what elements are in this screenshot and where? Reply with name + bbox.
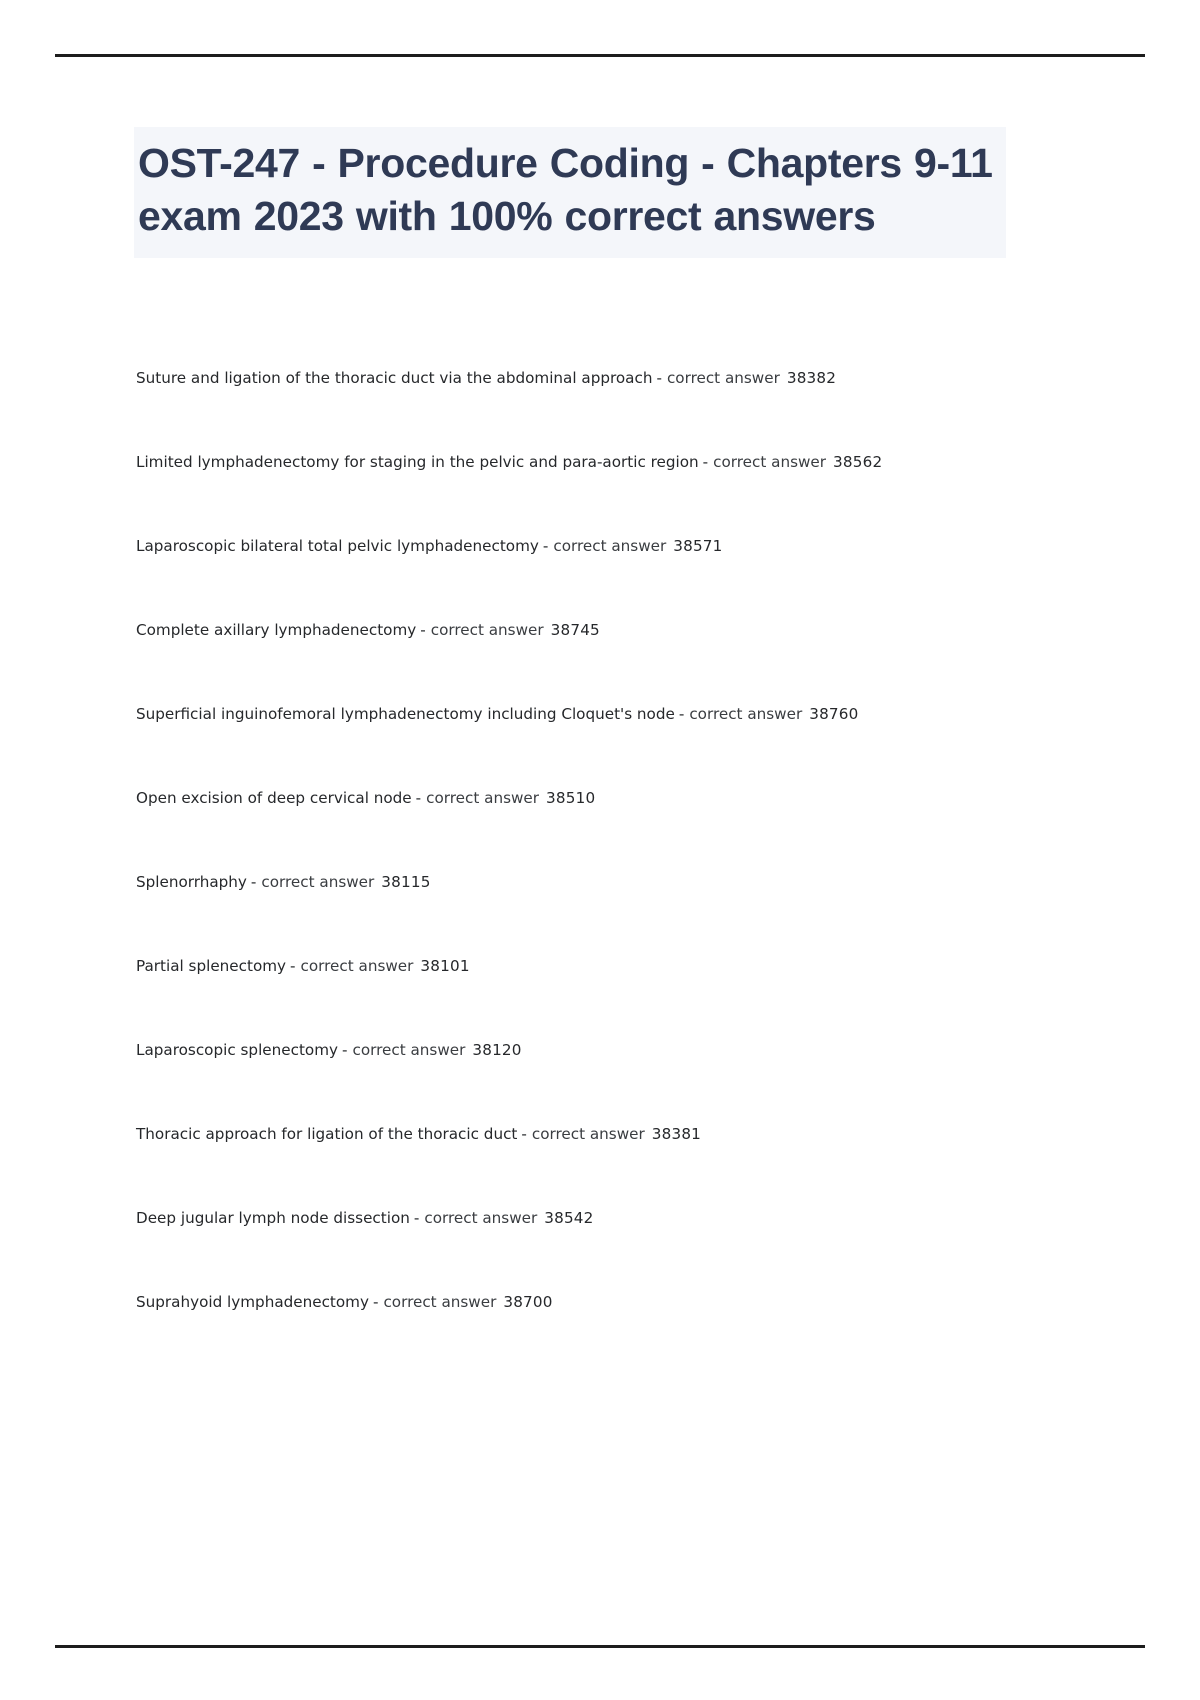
qa-entry [136, 704, 1036, 788]
qa-separator: - [678, 705, 685, 723]
qa-answer-label: correct answer [300, 957, 414, 975]
qa-separator: - [250, 873, 257, 891]
qa-entry [136, 1208, 1036, 1292]
qa-prompt: Partial splenectomy [136, 957, 287, 975]
document-title-block [134, 127, 1006, 258]
qa-prompt: Laparoscopic bilateral total pelvic lymphadenectomy [136, 537, 539, 555]
qa-answer-code: 38571 [673, 537, 723, 555]
qa-prompt: Complete axillary lymphadenectomy [136, 621, 417, 639]
qa-separator: - [413, 1209, 420, 1227]
footer-divider-rule [55, 1645, 1145, 1648]
qa-answer-code: 38700 [503, 1293, 553, 1311]
qa-separator: - [702, 453, 709, 471]
qa-separator: - [542, 537, 549, 555]
qa-prompt: Open excision of deep cervical node [136, 789, 412, 807]
qa-entry [136, 536, 1036, 620]
qa-answer-code: 38115 [381, 873, 431, 891]
qa-answer-label: correct answer [430, 621, 544, 639]
qa-prompt: Laparoscopic splenectomy [136, 1041, 338, 1059]
qa-separator: - [420, 621, 426, 639]
qa-prompt: Limited lymphadenectomy for staging in the pelvic and para-aortic region [136, 453, 699, 471]
qa-entry [136, 1292, 1036, 1313]
qa-answer-label: correct answer [261, 873, 375, 891]
qa-separator: - [415, 789, 422, 807]
qa-prompt: Deep jugular lymph node dissection [136, 1209, 410, 1227]
qa-separator: - [521, 1125, 527, 1143]
qa-separator: - [290, 957, 296, 975]
qa-entry [136, 1040, 1036, 1124]
qa-answer-label: correct answer [531, 1125, 645, 1143]
question-answer-list [136, 368, 1036, 1313]
qa-answer-code: 38510 [546, 789, 596, 807]
qa-prompt: Suture and ligation of the thoracic duct via the abdominal approach [136, 369, 653, 387]
qa-answer-label: correct answer [426, 789, 540, 807]
page-title: OST-247 - Procedure Coding - Chapters 9-11 exam 2023 with 100% correct answers [138, 140, 993, 240]
qa-prompt: Superficial inguinofemoral lymphadenectomy including Cloquet's node [136, 705, 675, 723]
qa-separator: - [341, 1041, 348, 1059]
qa-answer-code: 38760 [809, 705, 859, 723]
qa-answer-label: correct answer [352, 1041, 466, 1059]
qa-answer-label: correct answer [553, 537, 667, 555]
qa-separator: - [656, 369, 662, 387]
qa-answer-code: 38120 [472, 1041, 522, 1059]
qa-prompt: Suprahyoid lymphadenectomy [136, 1293, 369, 1311]
qa-entry [136, 620, 1036, 704]
qa-answer-label: correct answer [666, 369, 780, 387]
qa-entry [136, 452, 1036, 536]
qa-answer-code: 38101 [420, 957, 470, 975]
qa-prompt: Splenorrhaphy [136, 873, 247, 891]
qa-answer-code: 38542 [544, 1209, 594, 1227]
qa-entry [136, 368, 1036, 452]
qa-answer-label: correct answer [424, 1209, 538, 1227]
qa-entry [136, 788, 1036, 872]
header-divider-rule [55, 54, 1145, 57]
qa-answer-code: 38381 [651, 1125, 702, 1143]
qa-answer-label: correct answer [713, 453, 827, 471]
qa-entry [136, 872, 1036, 956]
qa-answer-code: 38562 [833, 453, 883, 471]
qa-separator: - [372, 1293, 379, 1311]
qa-entry [136, 956, 1036, 1040]
qa-entry [136, 1124, 1036, 1208]
qa-prompt: Thoracic approach for ligation of the thoracic duct [136, 1125, 518, 1143]
qa-answer-code: 38382 [786, 369, 837, 387]
qa-answer-label: correct answer [689, 705, 803, 723]
qa-answer-code: 38745 [550, 621, 600, 639]
qa-answer-label: correct answer [383, 1293, 497, 1311]
